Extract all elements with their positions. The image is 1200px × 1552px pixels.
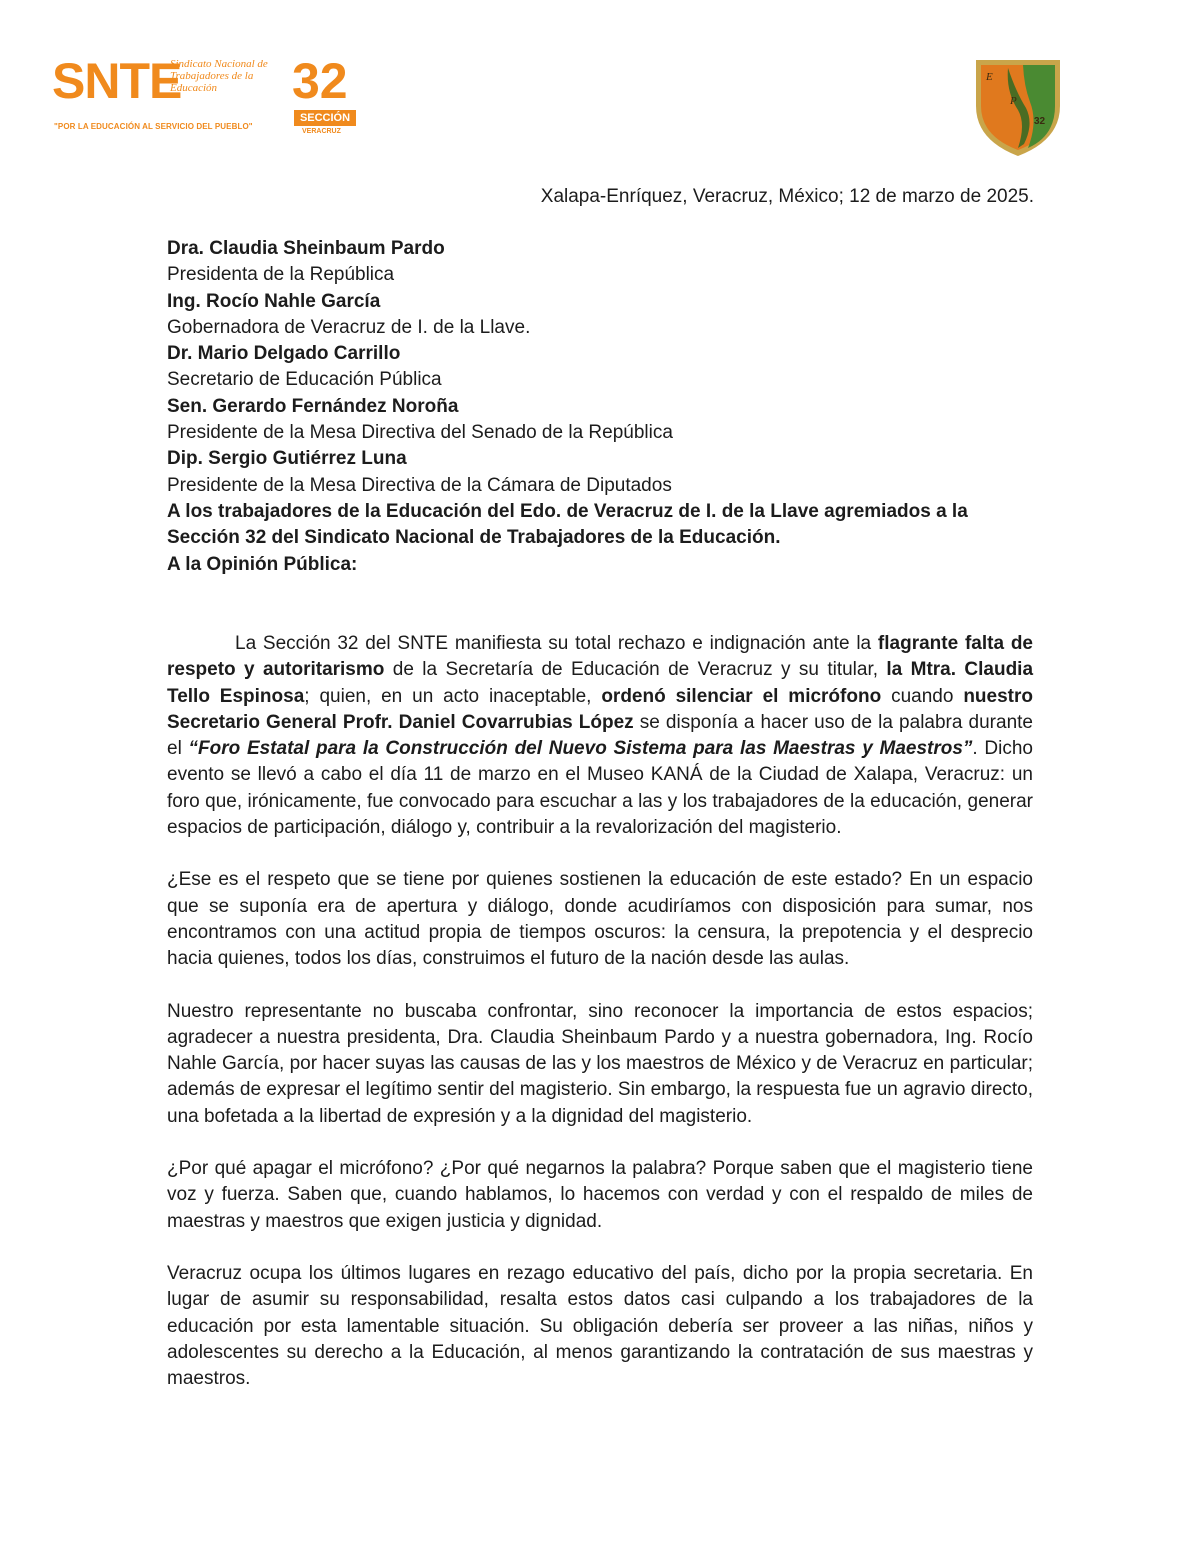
- snte-slogan: "POR LA EDUCACIÓN AL SERVICIO DEL PUEBLO": [54, 122, 253, 131]
- body-paragraph-4: ¿Por qué apagar el micrófono? ¿Por qué negarnos la palabra? Porque saben que el magisterio tiene voz y fuerza. Saben que, cuando hablamos, lo hacemos con verdad y con el respaldo de miles de maestras y maestros que exigen justicia y dignidad.: [167, 1158, 1033, 1232]
- snte-logo-fullname: Sindicato Nacional de Trabajadores de la Educación: [170, 58, 268, 94]
- body-emphasis: flagrante falta de respeto y autoritarismo: [167, 633, 1033, 681]
- recipient-title: Secretario de Educación Pública: [167, 369, 442, 391]
- snte-logo: [50, 52, 370, 152]
- recipient-name: Dip. Sergio Gutiérrez Luna: [167, 448, 407, 470]
- body-emphasis: la Mtra. Claudia Tello Espinosa: [167, 659, 1034, 707]
- recipient-title: Gobernadora de Veracruz de I. de la Llave.: [167, 316, 531, 338]
- body-text: . Dicho evento se llevó a cabo el día 11 de marzo en el Museo KANÁ de la Ciudad de Xalapa, Veracruz: un foro que, irónicamente, fue convocado para escuchar a las y los trabajadores de la educación, generar espacios de participación, diálogo y, contribuir a la revalorización del magisterio.: [167, 738, 1033, 839]
- recipient-name: Dra. Claudia Sheinbaum Pardo: [167, 238, 445, 259]
- recipient-name: Sen. Gerardo Fernández Noroña: [167, 395, 459, 417]
- body-text: cuando: [881, 685, 964, 707]
- body-paragraph-3: Nuestro representante no buscaba confrontar, sino reconocer la importancia de estos espacios; agradecer a nuestra presidenta, Dra. Claudia Sheinbaum Pardo y a nuestra gobernadora, Ing. Rocío Nahle García, por hacer suyas las causas de las y los maestros de México y de Veracruz en particular; además de expresar el legítimo sentir del magisterio. Sin embargo, la respuesta fue un agravio directo, una bofetada a la libertad de expresión y a la dignidad del magisterio.: [167, 1000, 1034, 1127]
- body-paragraph-5: Veracruz ocupa los últimos lugares en rezago educativo del país, dicho por la propia secretaria. En lugar de asumir su responsabilidad, resalta estos datos casi culpando a los trabajadores de la educación por esta lamentable situación. Su obligación debería ser proveer a las niñas, niños y adolescentes su derecho a la Educación, al menos garantizando la contratación de sus maestras y maestros.: [167, 1262, 1033, 1390]
- body-text: se disponía a hacer uso de la palabra durante el: [167, 711, 1033, 760]
- recipients-block: [167, 236, 1047, 578]
- forum-title: “Foro Estatal para la Construcción del Nuevo Sistema para las Maestras y Maestros”: [188, 738, 973, 760]
- addressee-line: A los trabajadores de la Educación del Edo. de Veracruz de I. de la Llave agremiados a la: [167, 500, 968, 522]
- body-text: de la Secretaría de Educación de Veracruz y su titular,: [384, 659, 887, 681]
- recipient-title: Presidente de la Mesa Directiva de la Cámara de Diputados: [167, 474, 672, 496]
- body-text: ; quien, en un acto inaceptable,: [304, 685, 602, 707]
- recipient-name: Ing. Rocío Nahle García: [167, 290, 381, 312]
- shield-icon: [968, 52, 1068, 160]
- recipient-name: Dr. Mario Delgado Carrillo: [167, 343, 401, 365]
- expresion-politica-crest: [968, 52, 1068, 160]
- snte-section-label: SECCIÓN: [294, 110, 356, 126]
- snte-state-label: VERACRUZ: [302, 128, 341, 135]
- body-emphasis: ordenó silenciar el micrófono: [601, 685, 882, 707]
- snte-logo-word: SNTE: [52, 53, 182, 109]
- snte-section-number: 32: [292, 53, 348, 109]
- body-emphasis: nuestro Secretario General Profr. Daniel Covarrubias López: [167, 685, 1033, 733]
- svg-text:P: P: [1010, 95, 1017, 107]
- svg-text:32: 32: [1034, 116, 1046, 127]
- body-paragraph-2: ¿Ese es el respeto que se tiene por quienes sostienen la educación de este estado? En un espacio que se suponía era de apertura y diálogo, donde acudiríamos con disposición para sumar, nos encontramos con una actitud propia de tiempos oscuros: la censura, la prepotencia y el desprecio hacia quienes, todos los días, construimos el futuro de la nación desde las aulas.: [167, 869, 1033, 970]
- letter-body: [167, 631, 1033, 1418]
- svg-text:E: E: [986, 71, 993, 83]
- letterhead: [0, 0, 1200, 180]
- body-paragraph-1: [167, 631, 1033, 841]
- date-line: Xalapa-Enríquez, Veracruz, México; 12 de marzo de 2025.: [540, 186, 1034, 207]
- addressee-line: A la Opinión Pública:: [167, 553, 358, 575]
- recipient-title: Presidente de la Mesa Directiva del Senado de la República: [167, 422, 673, 444]
- addressee-line: Sección 32 del Sindicato Nacional de Trabajadores de la Educación.: [167, 527, 781, 549]
- body-text: La Sección 32 del SNTE manifiesta su total rechazo e indignación ante la: [235, 633, 878, 654]
- recipient-title: Presidenta de la República: [167, 264, 395, 286]
